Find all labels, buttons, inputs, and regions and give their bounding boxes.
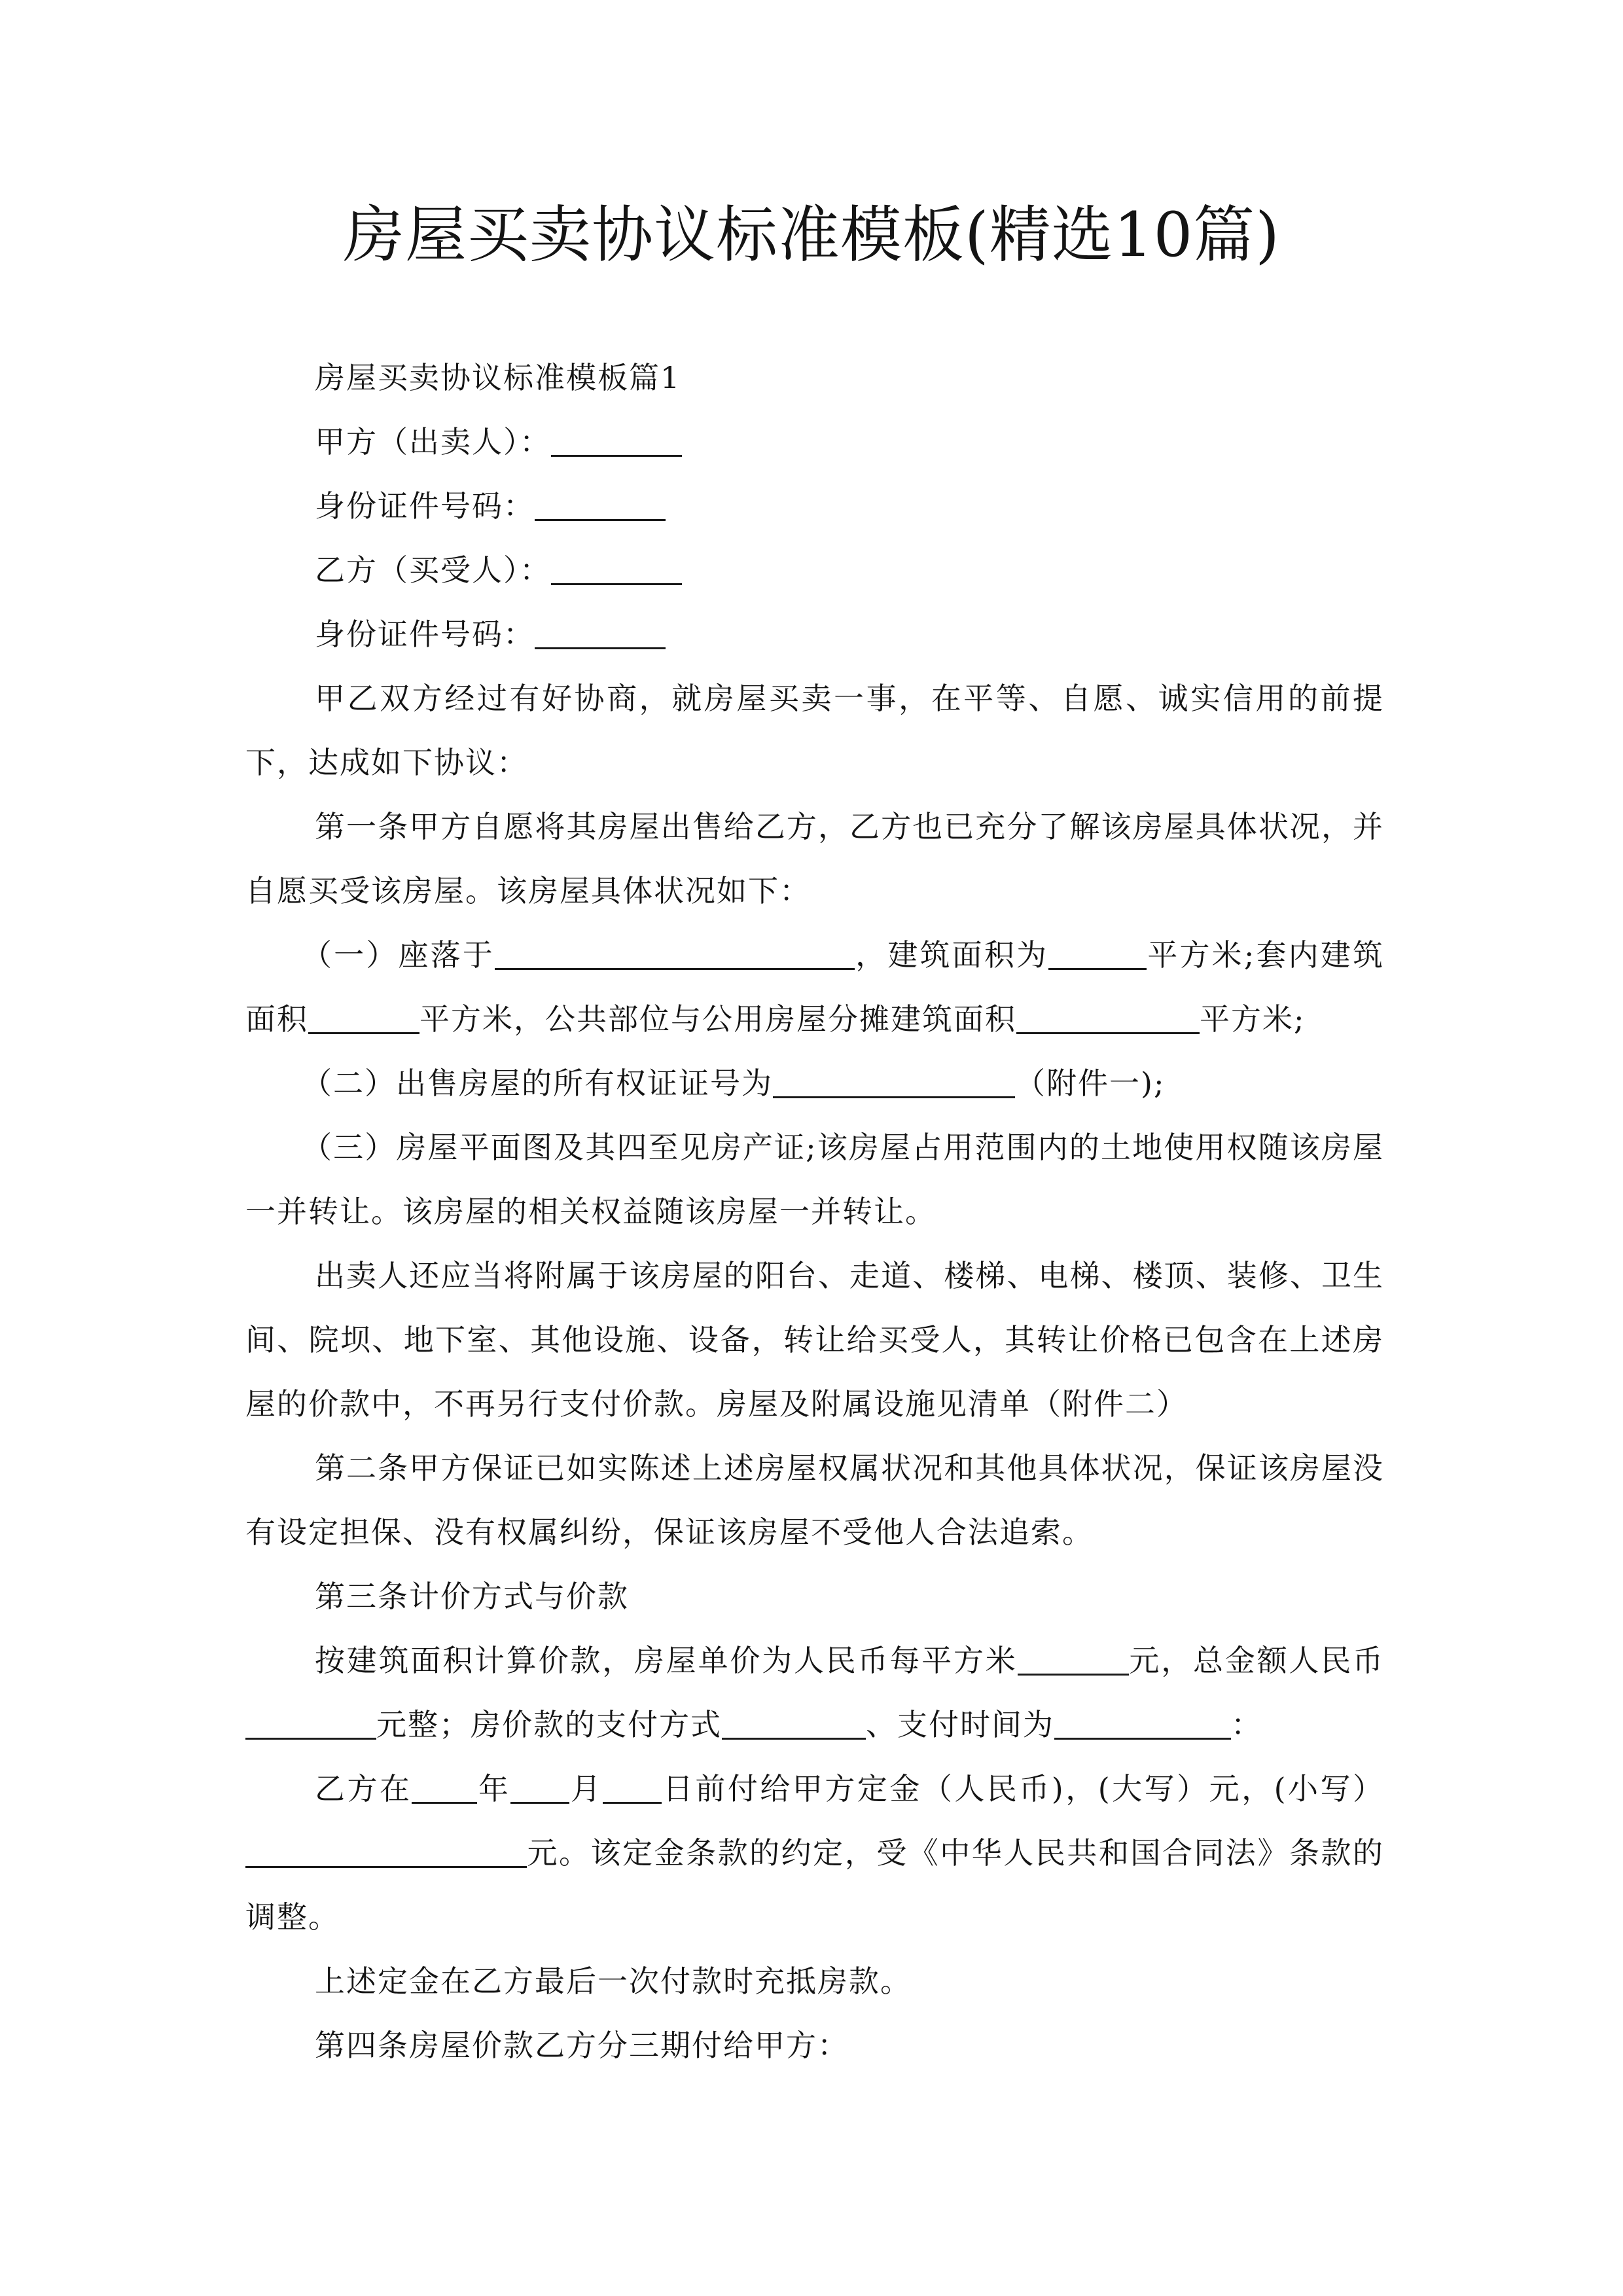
party-a-label: 甲方（出卖人）： [315, 424, 551, 459]
item-2-text-a: （二）出售房屋的所有权证证号为 [302, 1066, 773, 1101]
payment-time-blank[interactable] [1054, 1706, 1231, 1740]
price-text-a: 按建筑面积计算价款，房屋单价为人民币每平方米 [315, 1643, 1018, 1678]
item-1-text-e: 平方米; [1200, 1001, 1306, 1037]
certificate-number-blank[interactable] [773, 1065, 1015, 1098]
deposit-paragraph [245, 1757, 1384, 1949]
article-1: 第一条甲方自愿将其房屋出售给乙方，乙方也已充分了解该房屋具体状况，并自愿买受该房屋。该房屋具体状况如下： [245, 809, 1384, 908]
article-4: 第四条房屋价款乙方分三期付给甲方： [315, 2028, 849, 2063]
party-b-label: 乙方（买受人）： [315, 552, 551, 588]
intro-paragraph: 甲乙双方经过有好协商，就房屋买卖一事，在平等、自愿、诚实信用的前提下，达成如下协议： [245, 681, 1384, 780]
deposit-text-e: 元。该定金条款的约定，受《中华人民共和国合同法》条款的调整。 [245, 1835, 1384, 1935]
item-3-paragraph: （三）房屋平面图及其四至见房产证;该房屋占用范围内的土地使用权随该房屋一并转让。该房屋的相关权益随该房屋一并转让。 [245, 1130, 1384, 1229]
payment-method-blank[interactable] [722, 1706, 866, 1740]
area-blank[interactable] [1048, 937, 1147, 970]
deposit-text-d: 日前付给甲方定金（人民币)，(大写）元，(小写） [662, 1771, 1385, 1806]
location-blank[interactable] [495, 937, 855, 970]
item-1-text-b: ，建筑面积为 [855, 937, 1049, 973]
shared-area-blank[interactable] [1016, 1001, 1200, 1034]
item-2-paragraph [245, 1051, 1384, 1115]
price-text-d: 、支付时间为 [866, 1707, 1054, 1742]
document-body [245, 346, 1384, 2077]
article-3: 第三条计价方式与价款 [315, 1579, 629, 1614]
item-1-text-c: 平方米;套内建筑面积 [245, 937, 1385, 1037]
deposit-text-a: 乙方在 [315, 1771, 412, 1806]
party-b-blank[interactable] [551, 552, 682, 585]
item-1-text-a: （一）座落于 [302, 937, 495, 973]
article-2: 第二条甲方保证已如实陈述上述房屋权属状况和其他具体状况，保证该房屋没有设定担保、没有权属纠纷，保证该房屋不受他人合法追索。 [245, 1450, 1384, 1550]
deposit-month-blank[interactable] [510, 1770, 569, 1804]
deposit-text-c: 月 [569, 1771, 603, 1806]
price-text-b: 元，总金额人民币 [1128, 1643, 1385, 1678]
id-a-blank[interactable] [535, 488, 666, 521]
id-b-blank[interactable] [535, 616, 666, 649]
id-a-label: 身份证件号码： [315, 488, 535, 524]
item-1-paragraph [245, 923, 1384, 1051]
price-text-e: ： [1231, 1707, 1262, 1742]
deposit-text-b: 年 [477, 1771, 511, 1806]
total-amount-blank[interactable] [245, 1706, 376, 1740]
deposit-offset-paragraph: 上述定金在乙方最后一次付款时充抵房款。 [315, 1964, 912, 1999]
id-b-line [245, 602, 1384, 666]
unit-price-blank[interactable] [1018, 1642, 1129, 1676]
party-a-line [245, 410, 1384, 474]
inner-area-blank[interactable] [308, 1001, 419, 1034]
deposit-day-blank[interactable] [603, 1770, 662, 1804]
party-a-blank[interactable] [551, 423, 682, 457]
item-2-text-b: （附件一); [1015, 1066, 1166, 1101]
item-1-text-d: 平方米，公共部位与公用房屋分摊建筑面积 [419, 1001, 1016, 1037]
deposit-year-blank[interactable] [412, 1770, 477, 1804]
deposit-amount-blank[interactable] [245, 1835, 527, 1868]
document-title: 房屋买卖协议标准模板(精选10篇) [343, 200, 1280, 271]
price-paragraph [245, 1628, 1384, 1757]
section-heading: 房屋买卖协议标准模板篇1 [315, 360, 681, 395]
seller-duty-paragraph: 出卖人还应当将附属于该房屋的阳台、走道、楼梯、电梯、楼顶、装修、卫生间、院坝、地下室、其他设施、设备，转让给买受人，其转让价格已包含在上述房屋的价款中，不再另行支付价款。房屋及附属设施见清单（附件二） [245, 1258, 1384, 1422]
party-b-line [245, 538, 1384, 602]
price-text-c: 元整；房价款的支付方式 [376, 1707, 722, 1742]
id-b-label: 身份证件号码： [315, 617, 535, 652]
id-a-line [245, 474, 1384, 538]
